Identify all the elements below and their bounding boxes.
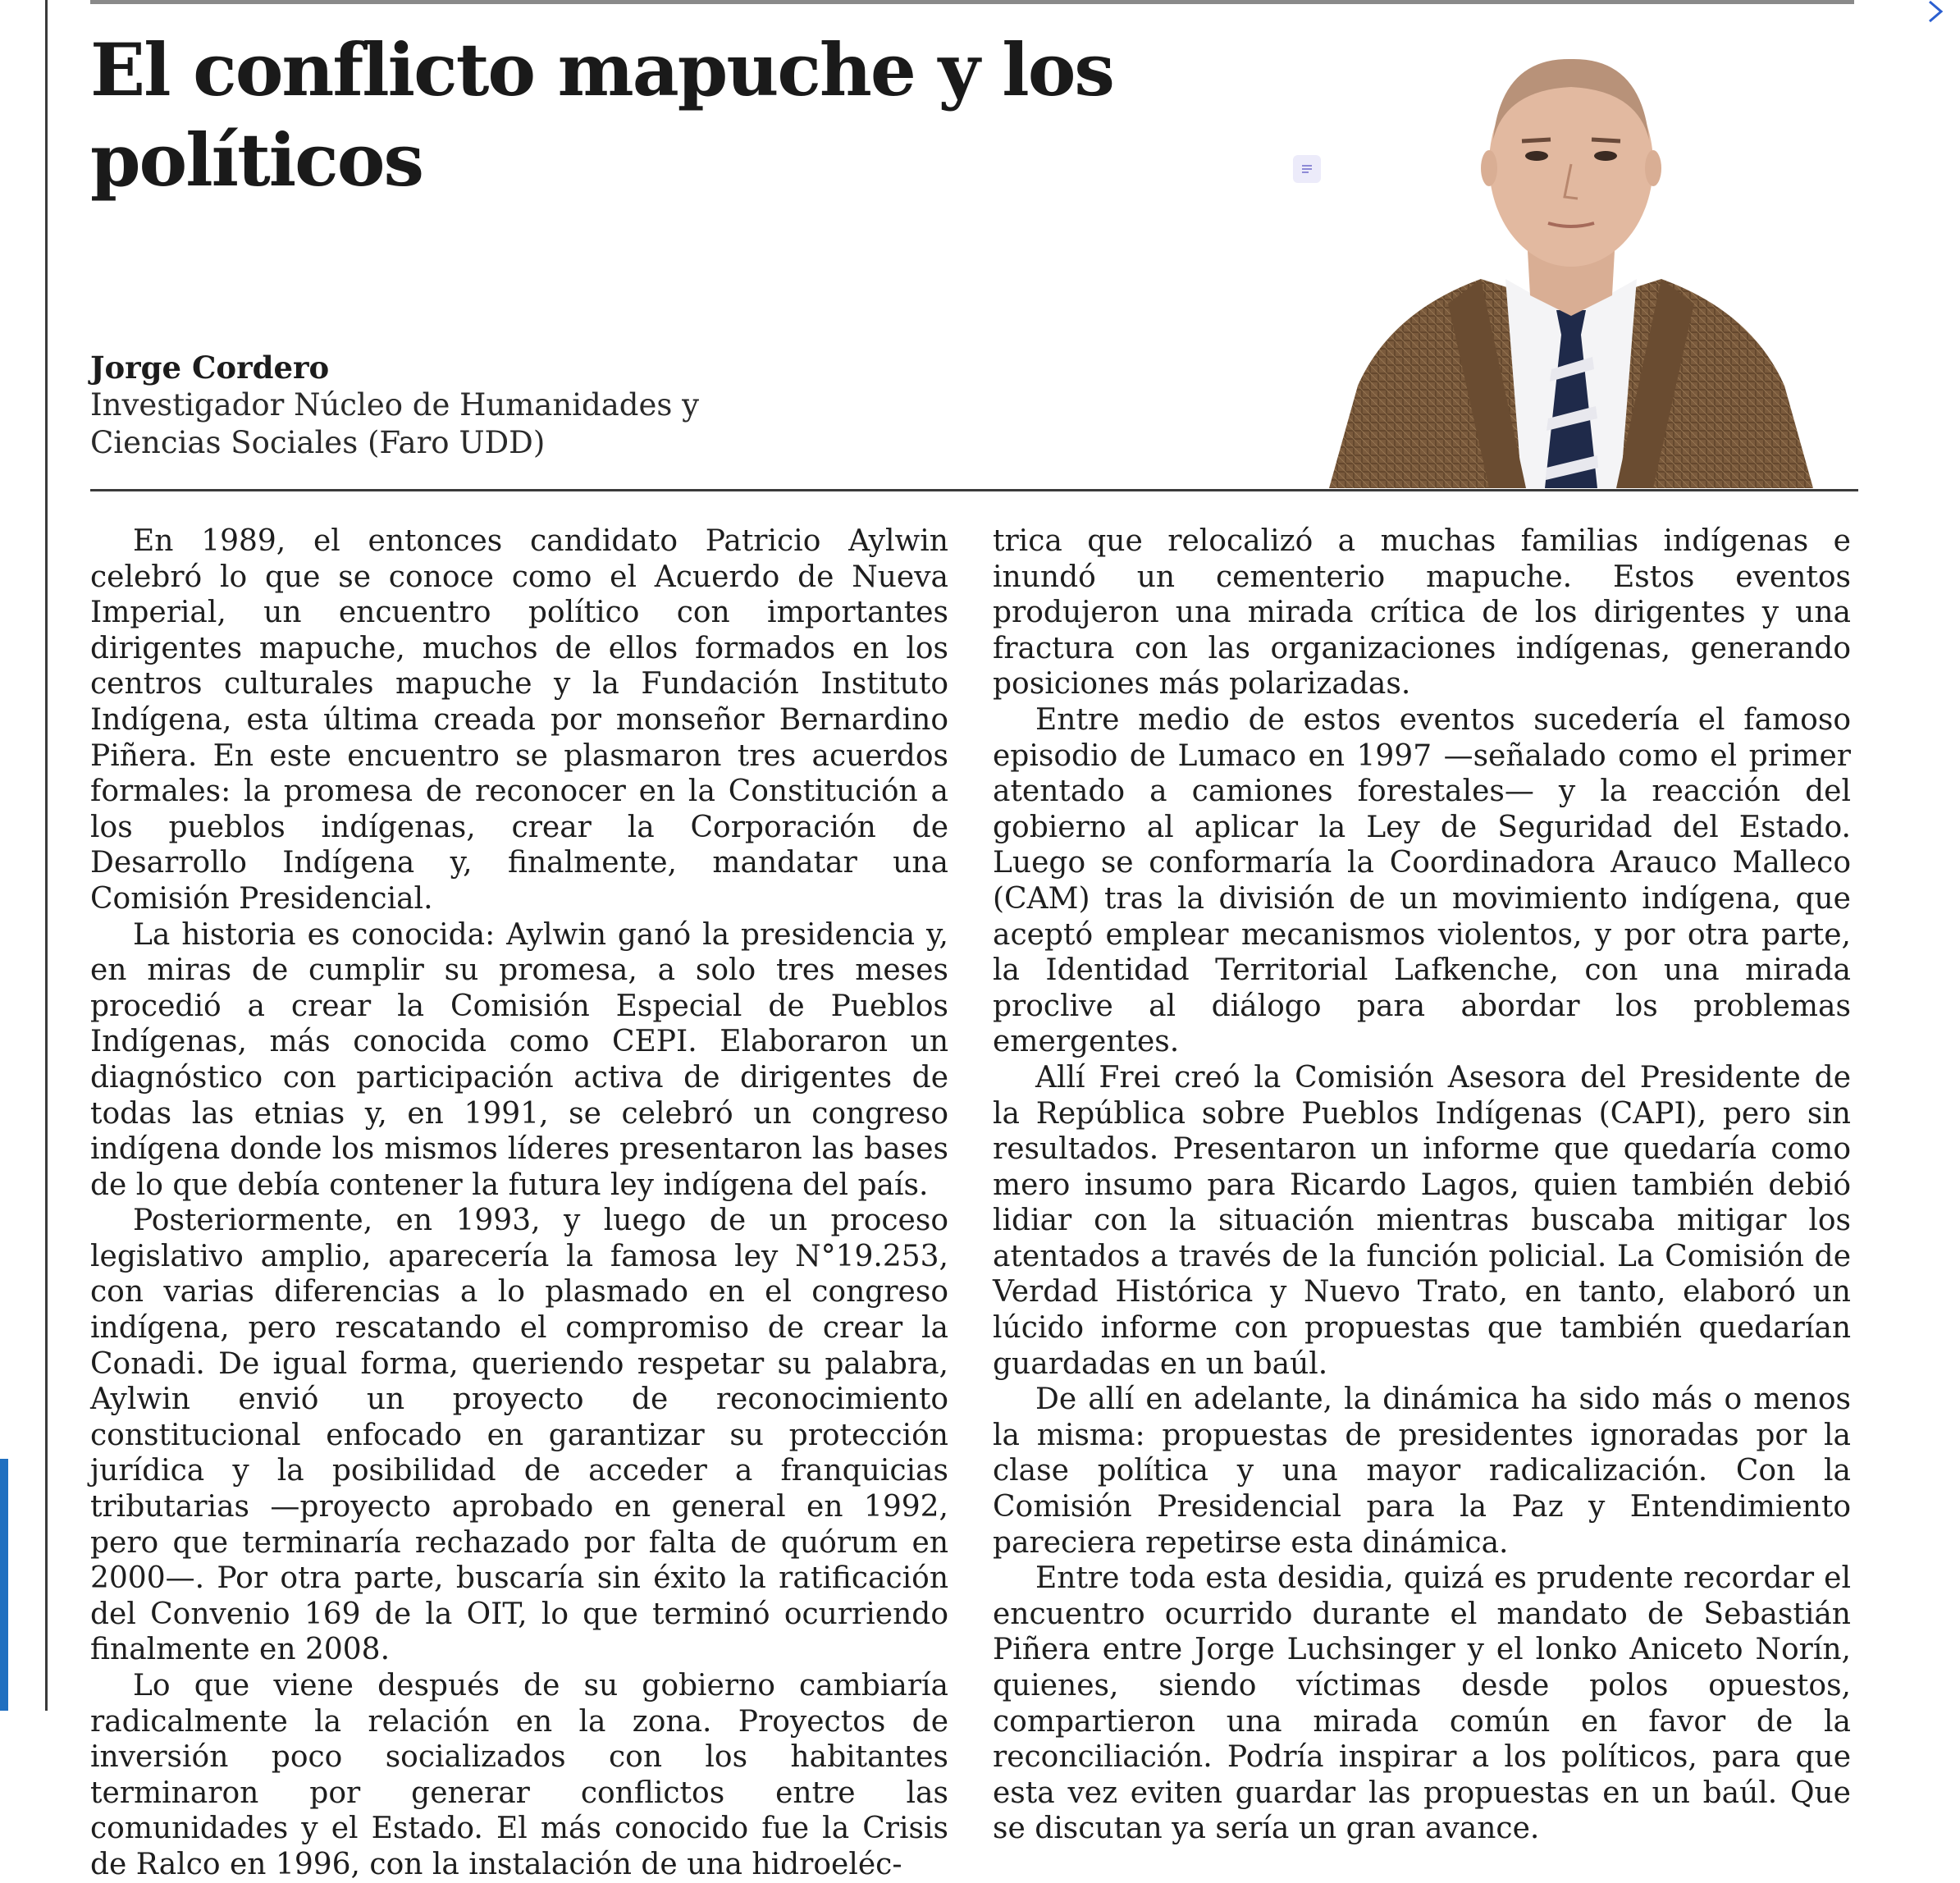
paragraph: Entre toda esta desidia, quizá es prudente recordar el encuentro ocurrido durante el mandato de Sebastián Piñera entre Jorge Luchsinger y el lonko Aniceto Norín, quienes, siendo víctimas desde polos opuestos, compartieron una mirada común en favor de la reconciliación. Podría inspirar a los políticos, para que esta vez eviten guardar las propuestas en un baúl. Que se discutan ya sería un gran avance. — [993, 1561, 1851, 1846]
author-role-line-2: Ciencias Sociales (Faro UDD) — [90, 425, 546, 460]
paragraph: De allí en adelante, la dinámica ha sido más o menos la misma: propuestas de presidentes ignoradas por la clase política y una mayor radicalización. Con la Comisión Presidencial para la Paz y Entendimiento pareciera repetirse esta dinámica. — [993, 1383, 1851, 1560]
article-column-left — [90, 523, 948, 1883]
article-title: El conflicto mapuche y los políticos — [90, 27, 1113, 203]
author-name: Jorge Cordero — [90, 350, 330, 386]
scroll-indicator — [0, 1459, 8, 1711]
paragraph: La historia es conocida: Aylwin ganó la presidencia y, en miras de cumplir su promesa, a solo tres meses procedió a crear la Comisión Especial de Pueblos Indígenas, más conocida como CEPI. Elaboraron un diagnóstico con participación activa de dirigentes de todas las etnias y, en 1991, se celebró un congreso indígena donde los mismos líderes presentaron las bases de lo que debía contener la futura ley indígena del país. — [90, 917, 948, 1202]
header-divider — [90, 489, 1858, 491]
paragraph: Entre medio de estos eventos sucedería el famoso episodio de Lumaco en 1997 —señalado como el primer atentado a camiones forestales— y la reacción del gobierno al aplicar la Ley de Seguridad del Estado. Luego se conformaría la Coordinadora Arauco Malleco (CAM) tras la división de un movimiento indígena, que aceptó emplear mecanismos violentos, y por otra parte, la Identidad Territorial Lafkenche, con una mirada proclive al diálogo para abordar los problemas emergentes. — [993, 702, 1851, 1059]
top-rule — [90, 0, 1854, 4]
paragraph-continuation: trica que relocalizó a muchas familias indígenas e inundó un cementerio mapuche. Estos eventos produjeron una mirada crítica de los dirigentes y una fractura con las organizaciones indígenas, generando posiciones más polarizadas. — [993, 524, 1851, 702]
page-left-rule — [45, 0, 48, 1711]
author-block — [90, 349, 829, 462]
paragraph: Allí Frei creó la Comisión Asesora del Presidente de la República sobre Pueblos Indígenas (CAPI), pero sin resultados. Presentaron un informe que quedaría como mero insumo para Ricardo Lagos, quien también debió lidiar con la situación mientras buscaba mitigar los atentados a través de la función policial. La Comisión de Verdad Histórica y Nuevo Trato, en tanto, elaboró un lúcido informe con propuestas que también quedarían guardadas en un baúl. — [993, 1060, 1851, 1381]
paragraph: Posteriormente, en 1993, y luego de un proceso legislativo amplio, aparecería la famosa ley N°19.253, con varias diferencias a lo plasmado en el congreso indígena, pero rescatando el compromiso de crear la Conadi. De igual forma, queriendo respetar su palabra, Aylwin envió un proyecto de reconocimiento constitucional enfocado en garantizar su protección jurídica y la posibilidad de acceder a franquicias tributarias —proyecto aprobado en general en 1992, pero que terminaría rechazado por falta de quórum en 2000—. Por otra parte, buscaría sin éxito la ratificación del Convenio 169 de la OIT, lo que terminó ocurriendo finalmente en 2008. — [90, 1204, 948, 1667]
paragraph: Lo que viene después de su gobierno cambiaría radicalmente la relación en la zona. Proyectos de inversión poco socializados con los habitantes terminaron por generar conflictos entre las comunidades y el Estado. El más conocido fue la Crisis de Ralco en 1996, con la instalación de una hidroeléc- — [90, 1669, 948, 1881]
article-column-right — [993, 523, 1851, 1847]
paragraph: En 1989, el entonces candidato Patricio Aylwin celebró lo que se conoce como el Acuerdo de Nueva Imperial, un encuentro político con importantes dirigentes mapuche, muchos de ellos formados en los centros culturales mapuche y la Fundación Instituto Indígena, esta última creada por monseñor Bernardino Piñera. En este encuentro se plasmaron tres acuerdos formales: la promesa de reconocer en la Constitución a los pueblos indígenas, crear la Corporación de Desarrollo Indígena y, finalmente, mandatar una Comisión Presidencial. — [90, 524, 948, 916]
author-photo — [1325, 33, 1817, 488]
chevron-right-icon[interactable] — [1920, 0, 1953, 25]
author-role-line-1: Investigador Núcleo de Humanidades y — [90, 387, 700, 423]
comment-icon[interactable] — [1292, 154, 1322, 184]
